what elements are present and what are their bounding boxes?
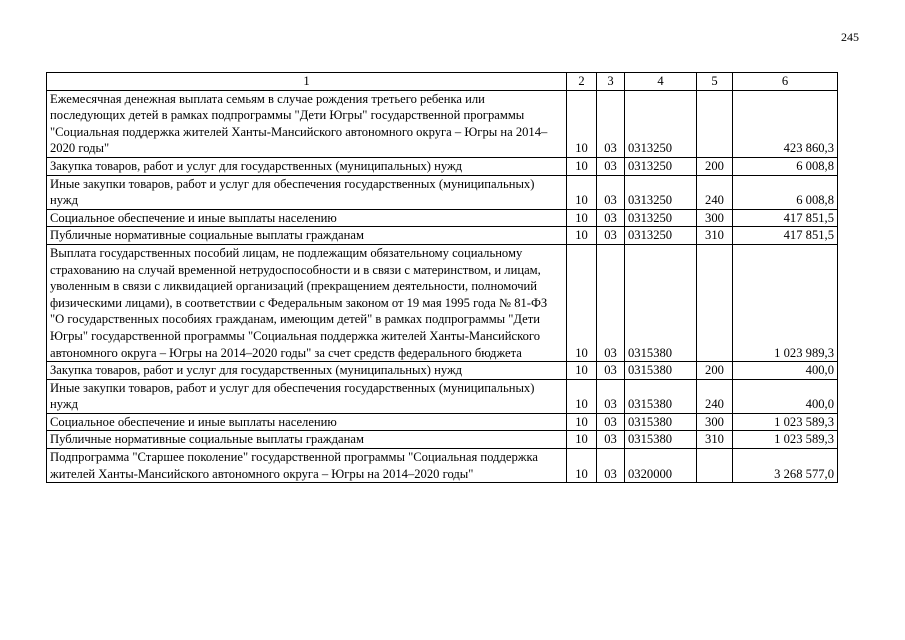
row-target-item-code: 0315380: [625, 431, 697, 449]
row-expense-type-code: 240: [697, 175, 733, 209]
row-amount: 400,0: [733, 362, 838, 380]
row-section-code: 10: [567, 431, 597, 449]
row-section-code: 10: [567, 90, 597, 157]
row-description: Социальное обеспечение и иные выплаты населению: [47, 209, 567, 227]
column-header-1: 1: [47, 73, 567, 91]
row-section-code: 10: [567, 209, 597, 227]
table-row: [47, 362, 838, 380]
row-subsection-code: 03: [597, 90, 625, 157]
column-header-2: 2: [567, 73, 597, 91]
table-row: [47, 449, 838, 483]
row-amount: 400,0: [733, 379, 838, 413]
row-subsection-code: 03: [597, 244, 625, 361]
row-target-item-code: 0315380: [625, 413, 697, 431]
column-header-6: 6: [733, 73, 838, 91]
row-subsection-code: 03: [597, 209, 625, 227]
row-target-item-code: 0313250: [625, 227, 697, 245]
row-expense-type-code: [697, 449, 733, 483]
row-subsection-code: 03: [597, 431, 625, 449]
table-row: [47, 209, 838, 227]
column-header-4: 4: [625, 73, 697, 91]
table-row: [47, 90, 838, 157]
row-expense-type-code: 300: [697, 209, 733, 227]
row-target-item-code: 0313250: [625, 157, 697, 175]
table-row: [47, 431, 838, 449]
row-subsection-code: 03: [597, 175, 625, 209]
table-row: [47, 244, 838, 361]
row-section-code: 10: [567, 449, 597, 483]
row-expense-type-code: 310: [697, 431, 733, 449]
table-row: [47, 227, 838, 245]
row-description: Закупка товаров, работ и услуг для государственных (муниципальных) нужд: [47, 362, 567, 380]
row-description: Выплата государственных пособий лицам, не подлежащим обязательному социальному страхованию на случай временной нетрудоспособности и в связи с материнством, и лицам, уволенным в связи с ликвидацией организаций (прекращением деятельности, полномочий физическими лицами), в соответствии с Федеральным законом от 19 мая 1995 года № 81-ФЗ "О государственных пособиях гражданам, имеющим детей" в рамках подпрограммы "Дети Югры" государственной программы "Социальная поддержка жителей Ханты-Мансийского автономного округа – Югры на 2014–2020 годы" за счет средств федерального бюджета: [47, 244, 567, 361]
row-target-item-code: 0315380: [625, 362, 697, 380]
row-description: Подпрограмма "Старшее поколение" государственной программы "Социальная поддержка жителей Ханты-Мансийского автономного округа – Югры на 2014–2020 годы": [47, 449, 567, 483]
row-amount: 6 008,8: [733, 157, 838, 175]
row-expense-type-code: 240: [697, 379, 733, 413]
row-section-code: 10: [567, 413, 597, 431]
row-section-code: 10: [567, 227, 597, 245]
header-row: [47, 73, 838, 91]
row-amount: 1 023 589,3: [733, 413, 838, 431]
column-header-3: 3: [597, 73, 625, 91]
row-expense-type-code: 310: [697, 227, 733, 245]
row-subsection-code: 03: [597, 413, 625, 431]
row-expense-type-code: 200: [697, 362, 733, 380]
row-section-code: 10: [567, 157, 597, 175]
row-section-code: 10: [567, 362, 597, 380]
row-expense-type-code: 200: [697, 157, 733, 175]
row-subsection-code: 03: [597, 362, 625, 380]
table-body: [47, 90, 838, 483]
row-amount: 1 023 589,3: [733, 431, 838, 449]
row-description: Социальное обеспечение и иные выплаты населению: [47, 413, 567, 431]
row-expense-type-code: [697, 90, 733, 157]
row-amount: 417 851,5: [733, 227, 838, 245]
row-target-item-code: 0315380: [625, 244, 697, 361]
row-section-code: 10: [567, 175, 597, 209]
row-description: Публичные нормативные социальные выплаты гражданам: [47, 227, 567, 245]
row-amount: 1 023 989,3: [733, 244, 838, 361]
row-target-item-code: 0313250: [625, 209, 697, 227]
row-section-code: 10: [567, 379, 597, 413]
row-description: Публичные нормативные социальные выплаты гражданам: [47, 431, 567, 449]
row-subsection-code: 03: [597, 157, 625, 175]
column-header-5: 5: [697, 73, 733, 91]
table-row: [47, 157, 838, 175]
row-expense-type-code: 300: [697, 413, 733, 431]
row-target-item-code: 0320000: [625, 449, 697, 483]
row-subsection-code: 03: [597, 449, 625, 483]
row-target-item-code: 0315380: [625, 379, 697, 413]
row-section-code: 10: [567, 244, 597, 361]
budget-table: [46, 72, 838, 483]
table-row: [47, 379, 838, 413]
row-description: Иные закупки товаров, работ и услуг для обеспечения государственных (муниципальных) нужд: [47, 379, 567, 413]
row-description: Закупка товаров, работ и услуг для государственных (муниципальных) нужд: [47, 157, 567, 175]
table-row: [47, 413, 838, 431]
row-subsection-code: 03: [597, 227, 625, 245]
row-amount: 3 268 577,0: [733, 449, 838, 483]
row-description: Ежемесячная денежная выплата семьям в случае рождения третьего ребенка или последующих детей в рамках подпрограммы "Дети Югры" государственной программы "Социальная поддержка жителей Ханты-Мансийского автономного округа – Югры на 2014–2020 годы": [47, 90, 567, 157]
page-number: 245: [841, 30, 859, 44]
row-amount: 423 860,3: [733, 90, 838, 157]
row-description: Иные закупки товаров, работ и услуг для обеспечения государственных (муниципальных) нужд: [47, 175, 567, 209]
row-target-item-code: 0313250: [625, 175, 697, 209]
row-expense-type-code: [697, 244, 733, 361]
row-amount: 417 851,5: [733, 209, 838, 227]
table-row: [47, 175, 838, 209]
row-target-item-code: 0313250: [625, 90, 697, 157]
row-subsection-code: 03: [597, 379, 625, 413]
row-amount: 6 008,8: [733, 175, 838, 209]
